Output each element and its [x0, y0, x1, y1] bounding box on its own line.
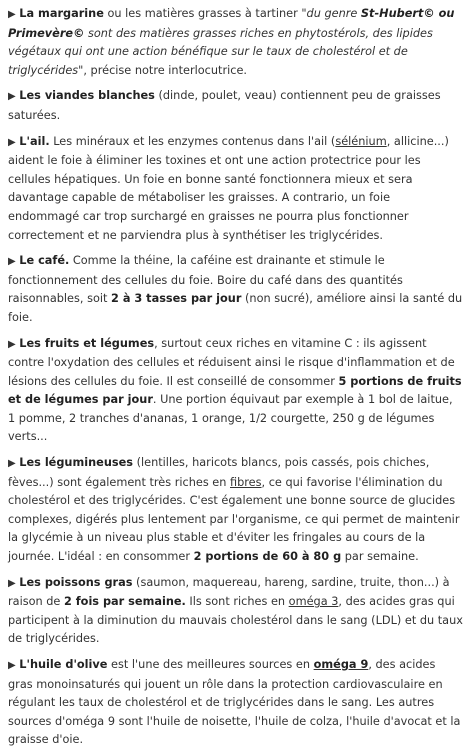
paragraph-title: L'ail. — [19, 134, 50, 148]
omega-3-link[interactable]: oméga 3 — [288, 595, 339, 609]
paragraph-text: (saumon, maquereau, hareng, sardine, truite, thon...) à raison de — [8, 575, 450, 609]
quote-text: du genre — [306, 7, 361, 20]
paragraph-fruits-legumes — [8, 335, 463, 448]
triangle-bullet-icon: ▶ — [8, 458, 16, 470]
triangle-bullet-icon: ▶ — [8, 338, 16, 350]
omega-9-label: oméga 9 — [313, 658, 369, 671]
triangle-bullet-icon: ▶ — [8, 91, 16, 103]
paragraph-text: , ce qui favorise l'élimination du cholestérol et des triglycérides. C'est également une bonne source de glucides complexes, digérés plus lentement par l'organisme, ce qui permet de maintenir la glycémie à un niveau plus stable et d'éviter les fringales au cours de la journée. L'idéal : en consommer — [8, 475, 460, 564]
brand-names: St-Hubert© ou Primevère© — [8, 7, 455, 40]
fibres-link[interactable]: fibres — [230, 475, 262, 489]
paragraph-poissons-gras — [8, 574, 463, 649]
highlight-text: 2 portions de 60 à 80 g — [193, 550, 342, 564]
paragraph-text: ", précise notre interlocutrice. — [78, 63, 247, 77]
paragraph-legumineuses — [8, 454, 463, 567]
highlight-text: 2 fois par semaine. — [63, 595, 186, 609]
paragraph-ail — [8, 133, 463, 246]
paragraph-title: Le café. — [19, 254, 70, 268]
paragraph-text: est l'une des meilleures sources en — [107, 658, 314, 671]
paragraph-text: (non sucré), améliore ainsi la santé du foie. — [8, 292, 463, 324]
selenium-link[interactable]: sélénium — [335, 134, 387, 148]
paragraph-margarine — [8, 5, 463, 80]
paragraph-text: , surtout ceux riches en vitamine C : ils agissent contre l'oxydation des cellules et réduisent ainsi le risque d'inflammation et de lésions des cellules du foie. Il est conseillé de consommer — [8, 336, 455, 388]
paragraph-text: (lentilles, haricots blancs, pois cassés, pois chiches, fèves...) sont également très riches en — [8, 456, 430, 489]
paragraph-cafe — [8, 252, 463, 327]
quote-text: sont des matières grasses riches en phytostérols, des lipides végétaux qui ont une action bénéfique sur le taux de cholestérol et de triglycérides — [8, 26, 433, 77]
paragraph-text: , allicine...) aident le foie à éliminer les toxines et ont une action protectrice pour les cellules hépatiques. Un foie en bonne santé fonctionnera mieux et sera davantage capable de métaboliser les graisses. A contrario, un foie endommagé car trop surchargé en graisses ne pourra plus fonctionner correctement et ne parviendra plus à synthétiser les triglycérides. — [8, 134, 449, 242]
triangle-bullet-icon: ▶ — [8, 136, 16, 148]
triangle-bullet-icon: ▶ — [8, 256, 16, 268]
highlight-text: 2 à 3 tasses par jour — [111, 292, 242, 306]
paragraph-title: La margarine — [19, 7, 104, 20]
paragraph-text: Ils sont riches en — [185, 595, 289, 609]
paragraph-title: L'huile d'olive — [19, 658, 108, 671]
paragraph-text: par semaine. — [341, 550, 419, 564]
triangle-bullet-icon: ▶ — [8, 660, 16, 671]
paragraph-title: Les légumineuses — [19, 456, 133, 470]
paragraph-title: Les fruits et légumes — [19, 336, 155, 350]
omega-9-link[interactable] — [314, 658, 369, 671]
paragraph-text: (dinde, poulet, veau) contiennent peu de graisses saturées. — [8, 89, 441, 122]
paragraph-title: Les poissons gras — [19, 575, 133, 589]
paragraph-text: Comme la théine, la caféine est drainante et stimule le fonctionnement des cellules du foie. Boire du café dans des quantités raisonnables, soit — [8, 254, 403, 306]
paragraph-text: Les minéraux et les enzymes contenus dans l'ail ( — [49, 134, 336, 148]
paragraph-text: ou les matières grasses à tartiner " — [103, 7, 307, 20]
highlight-text: 5 portions de fruits et de légumes par jour — [8, 374, 462, 407]
triangle-bullet-icon: ▶ — [8, 577, 16, 589]
paragraph-text: . Une portion équivaut par exemple à 1 bol de laitue, 1 pomme, 2 tranches d'ananas, 1 orange, 1/2 courgette, 250 g de légumes verts... — [8, 393, 453, 444]
paragraph-text: , des acides gras monoinsaturés qui jouent un rôle dans la protection cardiovasculaire en régulant les taux de cholestérol et de triglycérides dans le sang. Les autres sources d'oméga 9 sont l'huile de noisette, l'huile de colza, l'huile d'avocat et la graisse d'oie. — [8, 658, 461, 747]
paragraph-huile-olive — [8, 656, 463, 750]
paragraph-viandes-blanches — [8, 87, 463, 125]
paragraph-text: , des acides gras qui participent à la diminution du mauvais cholestérol dans le sang (LDL) et du taux de triglycérides. — [8, 595, 463, 646]
paragraph-title: Les viandes blanches — [19, 89, 155, 103]
triangle-bullet-icon: ▶ — [8, 9, 16, 20]
